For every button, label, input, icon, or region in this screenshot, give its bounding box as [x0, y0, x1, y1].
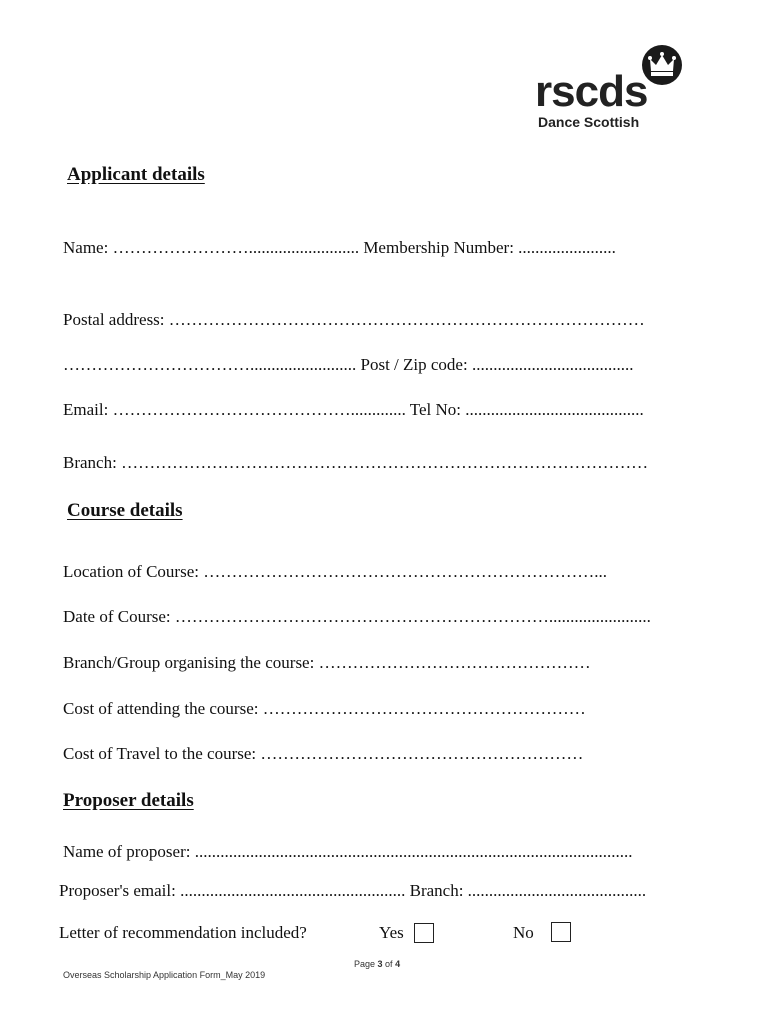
letter-label: Letter of recommendation included?	[59, 923, 307, 942]
no-label: No	[513, 923, 534, 942]
course-heading: Course details	[67, 500, 183, 521]
applicant-heading: Applicant details	[67, 164, 205, 185]
applicant-name-field[interactable]: Name: …………………….......................... Membership Number: .......................	[63, 238, 616, 257]
page-total: 4	[395, 959, 401, 969]
postal-address-field[interactable]: Postal address: …………………………………………………………………………	[63, 310, 645, 329]
no-checkbox[interactable]	[551, 922, 571, 942]
logo-wordmark: rscds	[535, 67, 648, 116]
travel-cost-field[interactable]: Cost of Travel to the course: …………………………………………………	[63, 744, 584, 763]
proposer-name-field[interactable]: Name of proposer: .......................................................................................................	[63, 842, 633, 861]
rscds-logo	[535, 44, 685, 134]
page-current: 3	[377, 959, 383, 969]
course-date-field[interactable]: Date of Course: …………………………………………………………........................	[63, 607, 651, 626]
page-of: of	[382, 959, 396, 969]
page-number	[354, 959, 400, 969]
course-cost-field[interactable]: Cost of attending the course: …………………………………………………	[63, 699, 586, 718]
course-location-field[interactable]: Location of Course: ……………………………………………………………...	[63, 562, 607, 581]
form-name-footer: Overseas Scholarship Application Form_May 2019	[63, 970, 266, 980]
logo-tagline: Dance Scottish	[538, 114, 640, 130]
page-prefix: Page	[354, 959, 378, 969]
course-organiser-field[interactable]: Branch/Group organising the course: …………………………………………	[63, 653, 591, 672]
applicant-branch-field[interactable]: Branch: …………………………………………………………………………………	[63, 453, 649, 472]
proposer-email-branch-field[interactable]: Proposer's email: ..................................................... Branch: ..........................................	[59, 881, 647, 900]
yes-label: Yes	[379, 923, 404, 942]
proposer-heading: Proposer details	[63, 790, 194, 811]
email-tel-field[interactable]: Email: ……………………………………............. Tel No: ..........................................	[63, 400, 644, 419]
yes-checkbox[interactable]	[414, 923, 434, 943]
postal-address-line2-field[interactable]: ……………………………......................... Post / Zip code: ......................................	[63, 355, 634, 374]
